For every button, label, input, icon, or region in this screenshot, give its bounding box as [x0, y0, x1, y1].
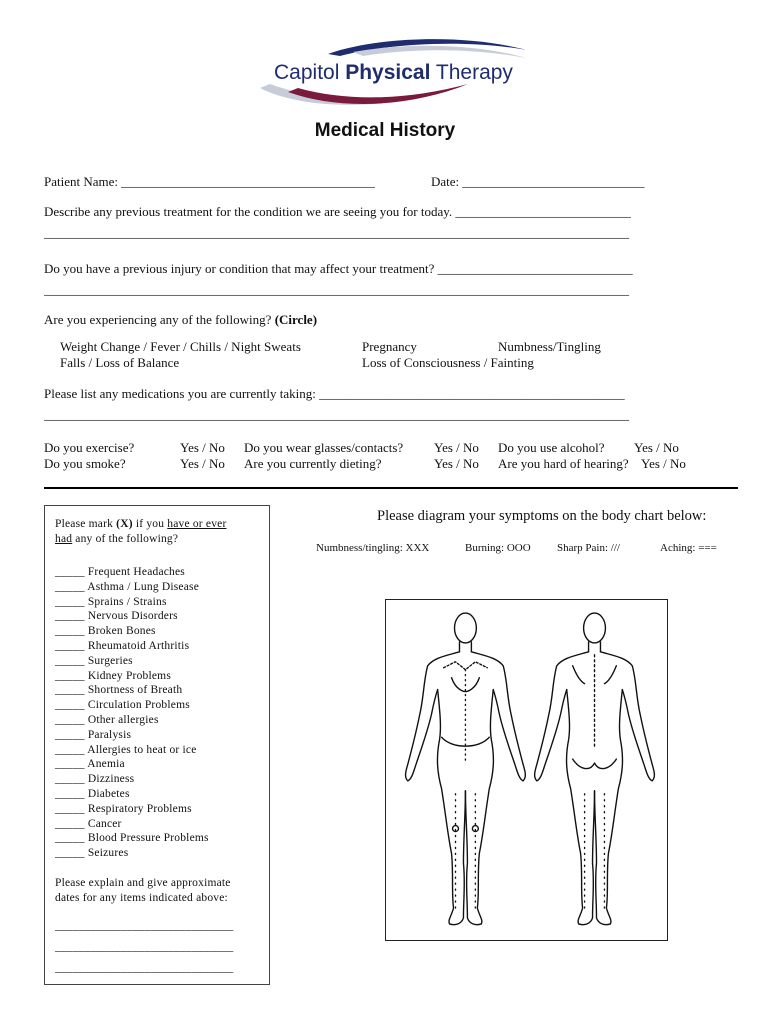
checklist-item[interactable]: _____ Nervous Disorders [55, 610, 178, 623]
exercise-question: Do you exercise? [44, 440, 135, 455]
checklist-item[interactable]: _____ Asthma / Lung Disease [55, 580, 200, 593]
checklist-item[interactable]: _____ Shortness of Breath [55, 684, 183, 697]
checklist-item[interactable]: _____ Rheumatoid Arthritis [55, 639, 190, 652]
symptom-option-pregnancy[interactable]: Pregnancy [362, 339, 417, 354]
alcohol-answer[interactable]: Yes / No [634, 440, 679, 455]
legend-burning: Burning: OOO [465, 542, 531, 554]
hearing-answer[interactable]: Yes / No [641, 456, 686, 471]
glasses-answer[interactable]: Yes / No [434, 440, 479, 455]
legend-numbness: Numbness/tingling: XXX [316, 542, 430, 554]
checklist-item[interactable]: _____ Paralysis [55, 728, 132, 741]
hearing-question: Are you hard of hearing? [498, 456, 629, 471]
checklist-item[interactable]: _____ Blood Pressure Problems [55, 832, 209, 845]
exercise-answer[interactable]: Yes / No [180, 440, 225, 455]
patient-name-field[interactable]: Patient Name: _______________________________________ [44, 174, 375, 189]
checklist-item[interactable]: _____ Circulation Problems [55, 699, 190, 712]
symptom-option-numbness[interactable]: Numbness/Tingling [498, 339, 601, 354]
checklist-item[interactable]: _____ Respiratory Problems [55, 802, 192, 815]
body-outline-icon [386, 600, 667, 940]
explain-instructions: Please explain and give approximate dates for any items indicated above: [55, 877, 231, 904]
smoke-question: Do you smoke? [44, 456, 126, 471]
front-body-icon [406, 613, 526, 925]
experiencing-circle-note: (Circle) [274, 312, 318, 327]
explain-lines [55, 916, 267, 979]
symptom-option-weight-change[interactable]: Weight Change / Fever / Chills / Night Sweats [60, 339, 301, 354]
previous-treatment-question[interactable]: Describe any previous treatment for the condition we are seeing you for today. ___________________________ [44, 204, 631, 219]
checklist-item[interactable]: _____ Kidney Problems [55, 669, 171, 682]
explain-line[interactable]: ______________________________ [55, 920, 234, 932]
checklist-item[interactable]: _____ Anemia [55, 758, 125, 771]
medications-question[interactable]: Please list any medications you are currently taking: _______________________________________________ [44, 386, 625, 401]
back-body-icon [535, 613, 655, 925]
date-field[interactable]: Date: ____________________________ [431, 174, 645, 189]
previous-injury-question[interactable]: Do you have a previous injury or condition that may affect your treatment? ______________________________ [44, 261, 633, 276]
dieting-question: Are you currently dieting? [244, 456, 382, 471]
checklist-item[interactable]: _____ Cancer [55, 817, 122, 830]
condition-checklist [44, 505, 270, 985]
experiencing-question-text: Are you experiencing any of the following? [44, 312, 272, 327]
checklist-item[interactable]: _____ Seizures [55, 847, 129, 860]
medications-line[interactable]: __________________________________________________________________________________________ [44, 407, 629, 422]
dieting-answer[interactable]: Yes / No [434, 456, 479, 471]
company-logo [258, 36, 528, 106]
checklist-item[interactable]: _____ Surgeries [55, 654, 133, 667]
checklist-items [55, 565, 267, 861]
legend-aching: Aching: === [660, 542, 717, 554]
glasses-question: Do you wear glasses/contacts? [244, 440, 404, 455]
previous-injury-line[interactable]: __________________________________________________________________________________________ [44, 282, 629, 297]
diagram-heading: Please diagram your symptoms on the body chart below: [377, 508, 707, 524]
legend-sharp-pain: Sharp Pain: /// [557, 542, 620, 554]
checklist-item[interactable]: _____ Diabetes [55, 787, 130, 800]
previous-treatment-line[interactable]: __________________________________________________________________________________________ [44, 225, 629, 240]
explain-line[interactable]: ______________________________ [55, 941, 234, 953]
checklist-item[interactable]: _____ Allergies to heat or ice [55, 743, 197, 756]
section-divider [44, 487, 738, 489]
checklist-item[interactable]: _____ Frequent Headaches [55, 566, 185, 578]
logo-text: Capitol Physical Therapy [274, 61, 513, 84]
smoke-answer[interactable]: Yes / No [180, 456, 225, 471]
symptom-option-falls[interactable]: Falls / Loss of Balance [60, 355, 180, 370]
body-chart[interactable] [385, 599, 668, 941]
page-title: Medical History [314, 120, 456, 141]
experiencing-question [44, 312, 317, 328]
checklist-item[interactable]: _____ Dizziness [55, 773, 135, 786]
explain-line[interactable]: ______________________________ [55, 962, 234, 974]
checklist-item[interactable]: _____ Broken Bones [55, 625, 156, 638]
checklist-item[interactable]: _____ Other allergies [55, 713, 159, 726]
checklist-intro: Please mark (X) if you have or ever had any of the following? [55, 518, 227, 545]
checklist-item[interactable]: _____ Sprains / Strains [55, 595, 167, 608]
symptom-option-consciousness[interactable]: Loss of Consciousness / Fainting [362, 355, 534, 370]
alcohol-question: Do you use alcohol? [498, 440, 605, 455]
